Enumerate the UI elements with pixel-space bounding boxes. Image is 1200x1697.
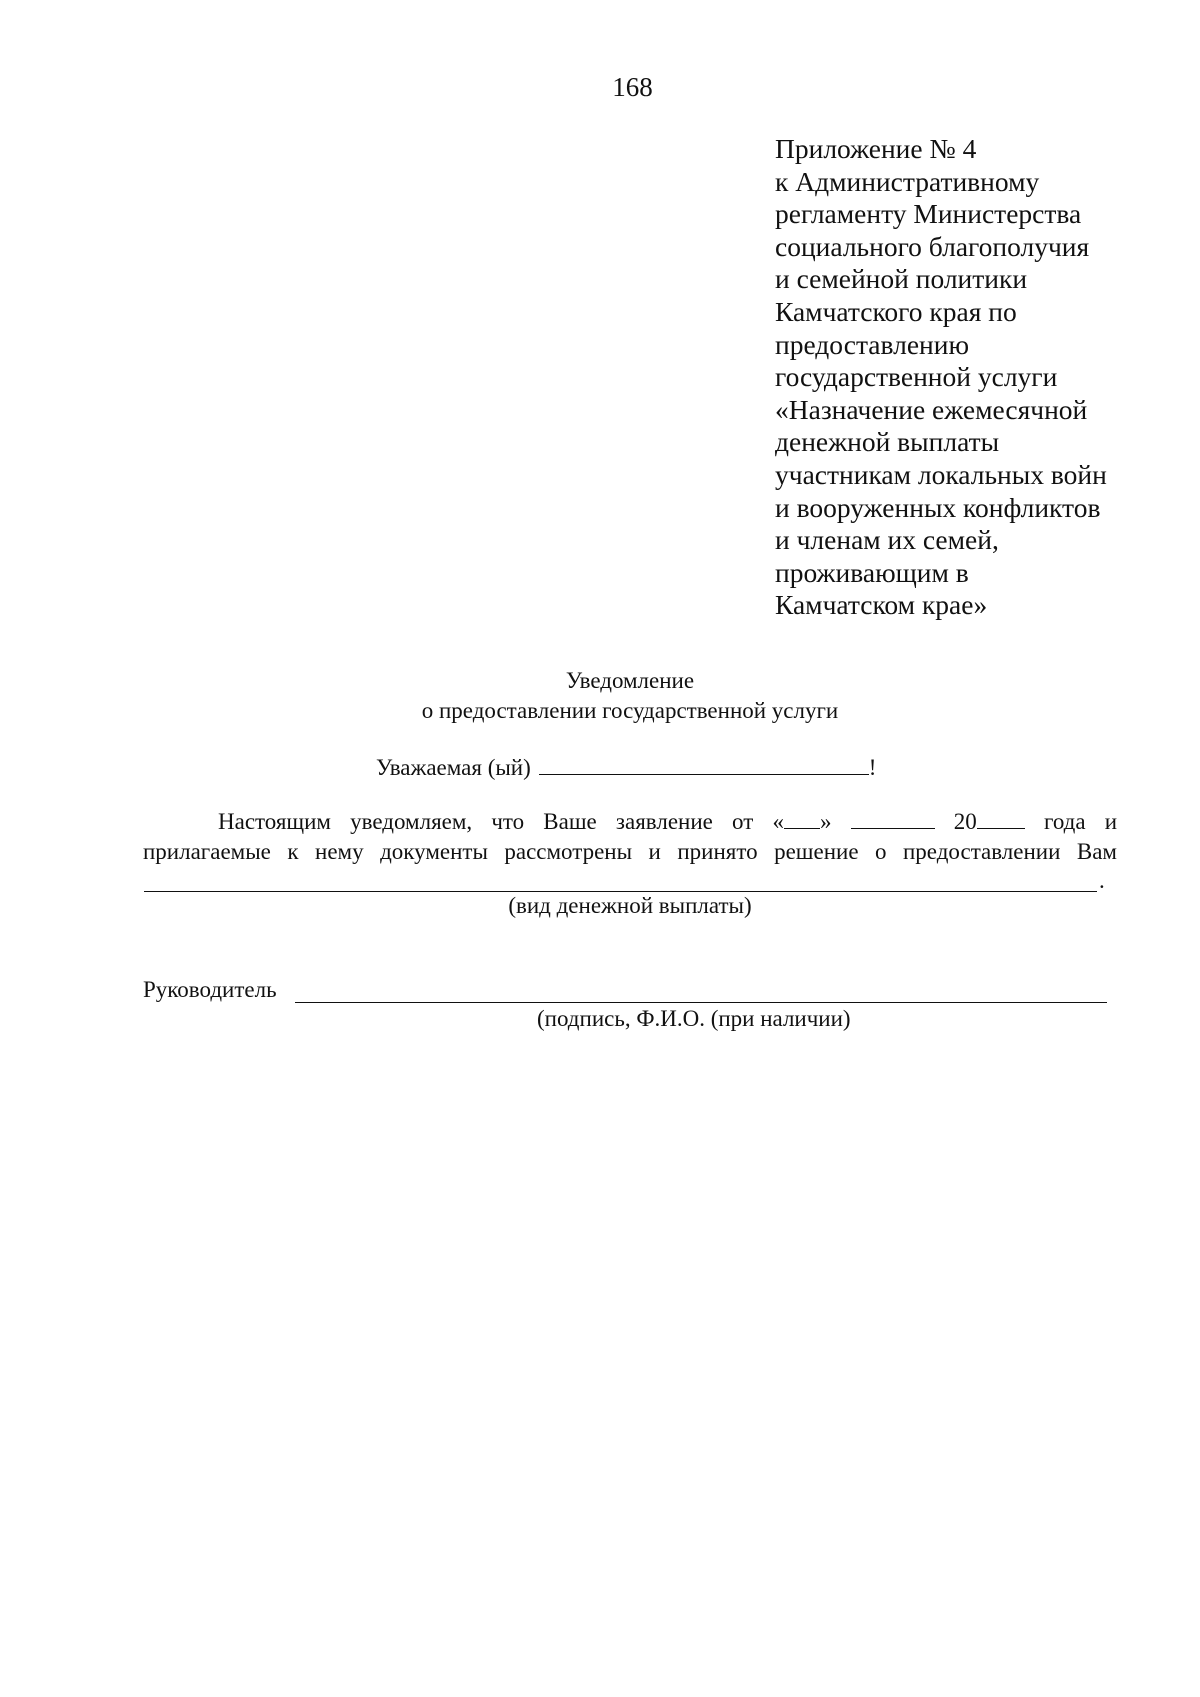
appendix-line: и вооруженных конфликтов	[775, 491, 1101, 523]
appendix-line: регламенту Министерства	[775, 198, 1082, 230]
head-label: Руководитель	[143, 977, 277, 1002]
appendix-line: и семейной политики	[775, 263, 1028, 295]
payment-type-blank	[144, 891, 1097, 892]
appendix-line: «Назначение ежемесячной	[775, 393, 1088, 425]
signature-blank	[295, 1002, 1107, 1003]
notice-heading	[0, 666, 1200, 726]
appendix-line: к Административному	[775, 165, 1040, 197]
day-blank	[784, 808, 820, 829]
notice-subtitle: о предоставлении государственной услуги	[421, 698, 839, 723]
body-line-1-end: года и	[1043, 809, 1118, 834]
appendix-line: проживающим в	[775, 556, 969, 588]
salutation-row	[376, 752, 876, 781]
year-blank	[977, 808, 1025, 829]
appendix-line: денежной выплаты	[775, 426, 1000, 458]
notice-body	[143, 807, 1117, 867]
appendix-line: Камчатском крае»	[775, 589, 988, 621]
body-line-1	[143, 807, 1117, 837]
body-line-2: прилагаемые к нему документы рассмотрены и принято решение о предоставлении Вам	[143, 839, 1117, 864]
quote-close: »	[819, 809, 832, 834]
signature-caption: (подпись, Ф.И.О. (при наличии)	[537, 1006, 851, 1031]
year-prefix: 20	[953, 809, 977, 834]
notice-title: Уведомление	[565, 668, 695, 693]
line-end-dot: .	[1099, 868, 1105, 893]
salutation-end: !	[868, 755, 877, 780]
appendix-line: социального благополучия	[775, 230, 1090, 262]
appendix-line: участникам локальных войн	[775, 458, 1107, 490]
body-line-1-start: Настоящим уведомляем, что Ваше заявление от «	[218, 809, 784, 834]
salutation-label: Уважаемая (ый)	[376, 755, 531, 780]
month-blank	[851, 808, 935, 829]
appendix-line: и членам их семей,	[775, 524, 999, 556]
appendix-block	[775, 133, 1175, 622]
page-number: 168	[612, 72, 653, 102]
appendix-line: предоставлению	[775, 328, 970, 360]
appendix-line: Камчатского края по	[775, 295, 1017, 327]
appendix-line: Приложение № 4	[775, 133, 977, 164]
recipient-name-blank	[539, 752, 869, 775]
payment-type-caption: (вид денежной выплаты)	[508, 893, 752, 918]
appendix-line: государственной услуги	[775, 361, 1058, 393]
